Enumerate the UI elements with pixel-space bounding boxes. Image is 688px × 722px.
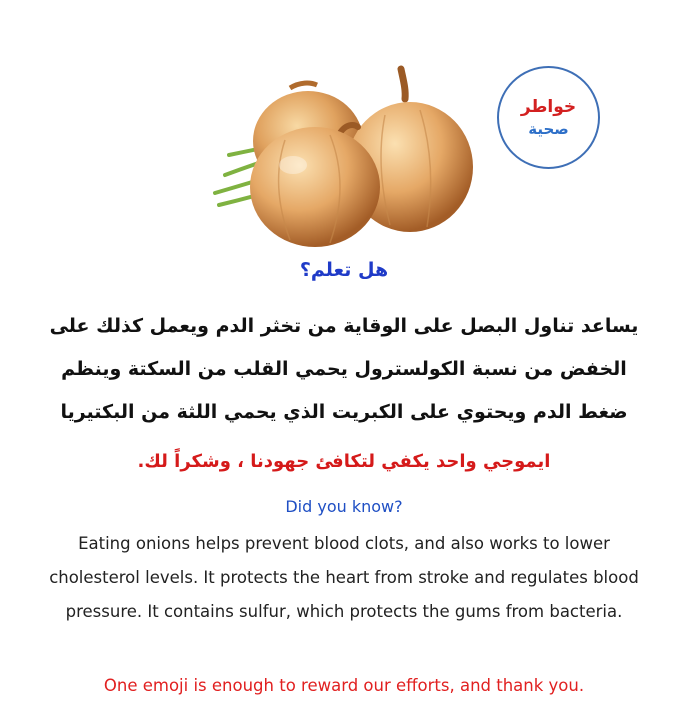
arabic-body-text: يساعد تناول البصل على الوقاية من تخثر الدم ويعمل كذلك على الخفض من نسبة الكولسترول يحمي القلب من السكتة وينظم ضغط الدم ويحتوي على الكبريت الذي يحمي اللثة من البكتيريا (49, 315, 639, 423)
onions-illustration (205, 55, 475, 250)
badge-line2: صحية (528, 119, 569, 138)
arabic-cta: ايموجي واحد يكفي لتكافئ جهودنا ، وشكراً لك. (137, 451, 551, 472)
english-title: Did you know? (285, 497, 403, 516)
badge-line1: خواطر (520, 96, 577, 117)
arabic-body (0, 305, 688, 434)
onions-image (205, 55, 475, 250)
english-cta: One emoji is enough to reward our efforts, and thank you. (103, 676, 585, 695)
logo-badge (497, 66, 600, 169)
english-body: Eating onions helps prevent blood clots, and also works to lower cholesterol levels. It protects the heart from stroke and regulates blood pressure. It contains sulfur, which protects the gums from bacteria. (49, 534, 639, 621)
arabic-title: هل تعلم؟ (299, 259, 389, 281)
